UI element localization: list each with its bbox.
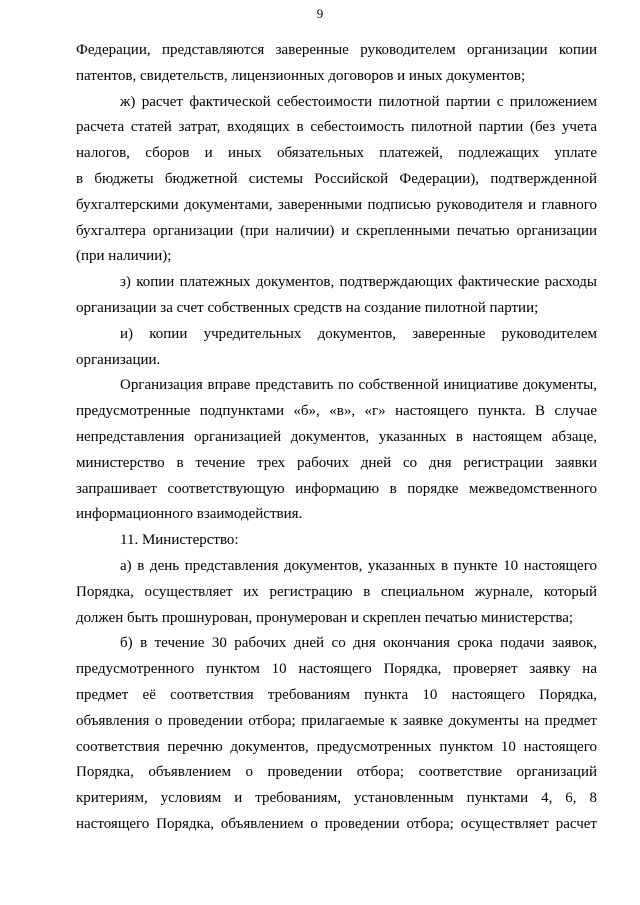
text-line: настоящего Порядка, объявлением о проведении отбора; осуществляет расчет — [76, 815, 597, 832]
text-line: Порядка, объявлением о проведении отбора; соответствие организаций — [76, 764, 597, 781]
text-line: организации. — [76, 351, 161, 368]
text-line: (при наличии); — [76, 248, 172, 265]
text-line: б) в течение 30 рабочих дней со дня окончания срока подачи заявок, — [120, 635, 597, 652]
text-line: критериям, условиям и требованиям, установленным пунктами 4, 6, 8 — [76, 790, 597, 807]
text-line: з) копии платежных документов, подтверждающих фактические расходы — [120, 274, 597, 291]
text-line: патентов, свидетельств, лицензионных договоров и иных документов; — [76, 67, 526, 84]
text-line: Организация вправе представить по собственной инициативе документы, — [120, 377, 597, 394]
body-text — [76, 38, 597, 838]
text-line: бухгалтера организации (при наличии) и скрепленными печатью организации — [76, 222, 597, 239]
text-line: соответствия перечню документов, предусмотренных пунктом 10 настоящего — [76, 738, 597, 755]
text-line: расчета статей затрат, входящих в себестоимость пилотной партии (без учета — [76, 119, 597, 136]
text-line: Порядка, осуществляет их регистрацию в специальном журнале, который — [76, 583, 597, 600]
text-line: должен быть прошнурован, пронумерован и скреплен печатью министерства; — [76, 609, 574, 626]
text-line: информационного взаимодействия. — [76, 506, 303, 523]
text-line: объявления о проведении отбора; прилагаемые к заявке документы на предмет — [76, 712, 597, 729]
text-line: организации за счет собственных средств на создание пилотной партии; — [76, 299, 539, 316]
text-line: предмет её соответствия требованиям пункта 10 настоящего Порядка, — [76, 686, 597, 703]
text-line: предусмотренного пунктом 10 настоящего Порядка, проверяет заявку на — [76, 661, 597, 678]
text-line: а) в день представления документов, указанных в пункте 10 настоящего — [120, 557, 597, 574]
text-line: 11. Министерство: — [120, 532, 239, 549]
text-line: министерство в течение трех рабочих дней со дня регистрации заявки — [76, 454, 597, 471]
text-line: налогов, сборов и иных обязательных платежей, подлежащих уплате — [76, 145, 597, 162]
page-number: 9 — [316, 6, 324, 21]
text-line: бухгалтерскими документами, заверенными подписью руководителя и главного — [76, 196, 597, 213]
text-line: и) копии учредительных документов, заверенные руководителем — [120, 325, 597, 342]
text-line: предусмотренные подпунктами «б», «в», «г» настоящего пункта. В случае — [76, 403, 597, 420]
text-line: непредставления организацией документов, указанных в настоящем абзаце, — [76, 428, 597, 445]
text-line: ж) расчет фактической себестоимости пилотной партии с приложением — [120, 93, 597, 110]
text-line: в бюджеты бюджетной системы Российской Федерации), подтвержденной — [76, 170, 597, 187]
text-line: запрашивает соответствующую информацию в порядке межведомственного — [76, 480, 597, 497]
text-line: Федерации, представляются заверенные руководителем организации копии — [76, 42, 597, 58]
